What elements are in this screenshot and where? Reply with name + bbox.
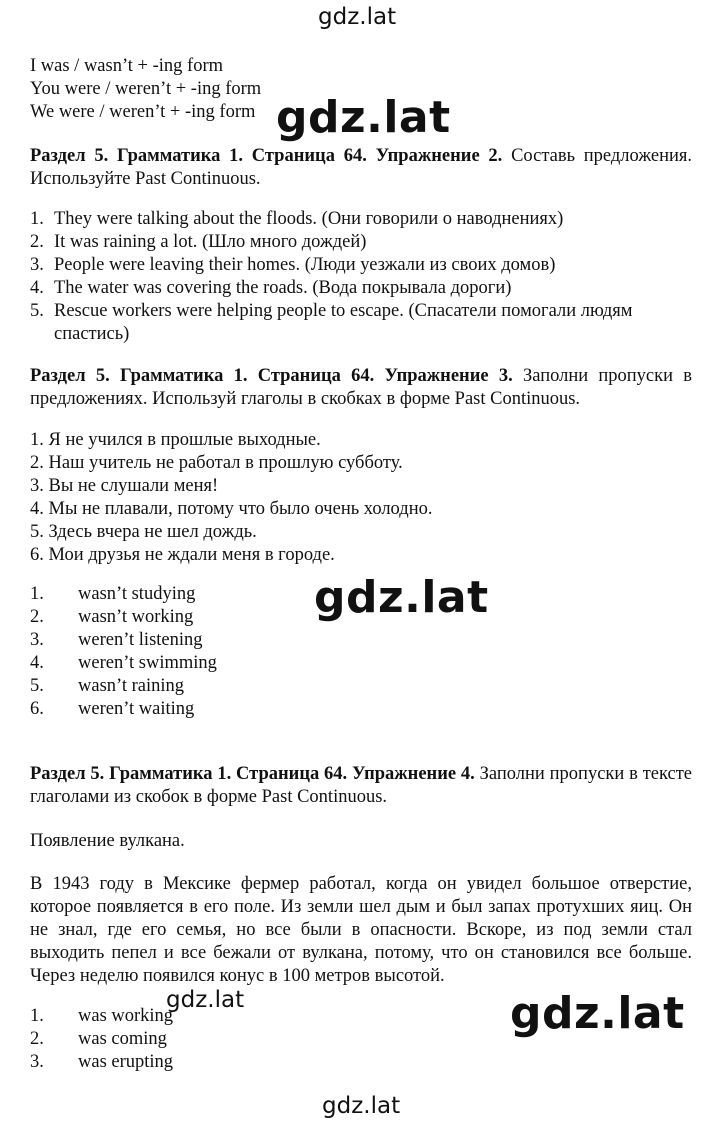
list-item: 4. weren’t swimming bbox=[30, 653, 217, 673]
intro-line: You were / weren’t + -ing form bbox=[30, 79, 262, 99]
watermark-header: gdz.lat bbox=[276, 92, 451, 143]
watermark-lower-big: gdz.lat bbox=[510, 988, 685, 1039]
list-item: 3. weren’t listening bbox=[30, 630, 203, 650]
text-title: Появление вулкана. bbox=[30, 831, 185, 851]
list-item: 4. The water was covering the roads. (Вода покрывала дороги) bbox=[30, 278, 512, 298]
list-item: 3. Вы не слушали меня! bbox=[30, 476, 219, 496]
list-item: 6. Мои друзья не ждали меня в городе. bbox=[30, 545, 335, 565]
watermark-middle: gdz.lat bbox=[314, 572, 489, 623]
list-item: 2. It was raining a lot. (Шло много дождей) bbox=[30, 232, 367, 252]
exercise-heading: Раздел 5. Грамматика 1. Страница 64. Упражнение 3. bbox=[30, 366, 513, 386]
watermark-lower-small: gdz.lat bbox=[166, 987, 245, 1013]
list-item: 3. People were leaving their homes. (Люди уезжали из своих домов) bbox=[30, 255, 556, 275]
list-item: 6. weren’t waiting bbox=[30, 699, 195, 719]
exercise-task: Заполни пропуски в предложениях. Используй глаголы в скобках в форме Past Continuous. bbox=[30, 366, 693, 409]
exercise-4-answers bbox=[30, 1005, 330, 1074]
exercise-task: Заполни пропуски в тексте глаголами из скобок в форме Past Continuous. bbox=[30, 764, 693, 807]
list-item: 2. Наш учитель не работал в прошлую субботу. bbox=[30, 453, 403, 473]
exercise-4-header bbox=[30, 763, 692, 809]
exercise-heading: Раздел 5. Грамматика 1. Страница 64. Упражнение 4. bbox=[30, 764, 475, 784]
exercise-2-list bbox=[30, 208, 692, 346]
list-item: 1. was working bbox=[30, 1006, 174, 1026]
list-item: 1. They were talking about the floods. (Они говорили о наводнениях) bbox=[30, 209, 564, 229]
list-item: 5. Rescue workers were helping people to escape. (Спасатели помогали людям спастись) bbox=[30, 301, 633, 344]
exercise-task: Составь предложения. Используйте Past Continuous. bbox=[30, 146, 693, 189]
list-item: 1. wasn’t studying bbox=[30, 584, 196, 604]
exercise-heading: Раздел 5. Грамматика 1. Страница 64. Упражнение 2. bbox=[30, 146, 503, 166]
list-item: 2. wasn’t working bbox=[30, 607, 194, 627]
text-body: В 1943 году в Мексике фермер работал, когда он увидел большое отверстие, которое появляется в его поле. Из земли шел дым и был запах протухших яиц. Он не знал, где его семья, но все были в опасности. Вскоре, из под земли стал выходить пепел и все бежали от вулкана, потому, что он становился все больше. Через неделю появился конус в 100 метров высотой. bbox=[30, 874, 692, 986]
list-item: 4. Мы не плавали, потому что было очень холодно. bbox=[30, 499, 433, 519]
exercise-2-header bbox=[30, 145, 692, 191]
list-item: 5. Здесь вчера не шел дождь. bbox=[30, 522, 257, 542]
exercise-3-header bbox=[30, 365, 692, 411]
exercise-3-answers bbox=[30, 583, 330, 721]
list-item: 1. Я не учился в прошлые выходные. bbox=[30, 430, 321, 450]
list-item: 5. wasn’t raining bbox=[30, 676, 185, 696]
exercise-3-sentences bbox=[30, 429, 692, 567]
watermark-top: gdz.lat bbox=[318, 4, 397, 30]
list-item: 3. was erupting bbox=[30, 1052, 174, 1072]
list-item: 2. was coming bbox=[30, 1029, 167, 1049]
intro-line: We were / weren’t + -ing form bbox=[30, 102, 256, 122]
intro-line: I was / wasn’t + -ing form bbox=[30, 56, 224, 76]
watermark-bottom: gdz.lat bbox=[322, 1093, 401, 1119]
